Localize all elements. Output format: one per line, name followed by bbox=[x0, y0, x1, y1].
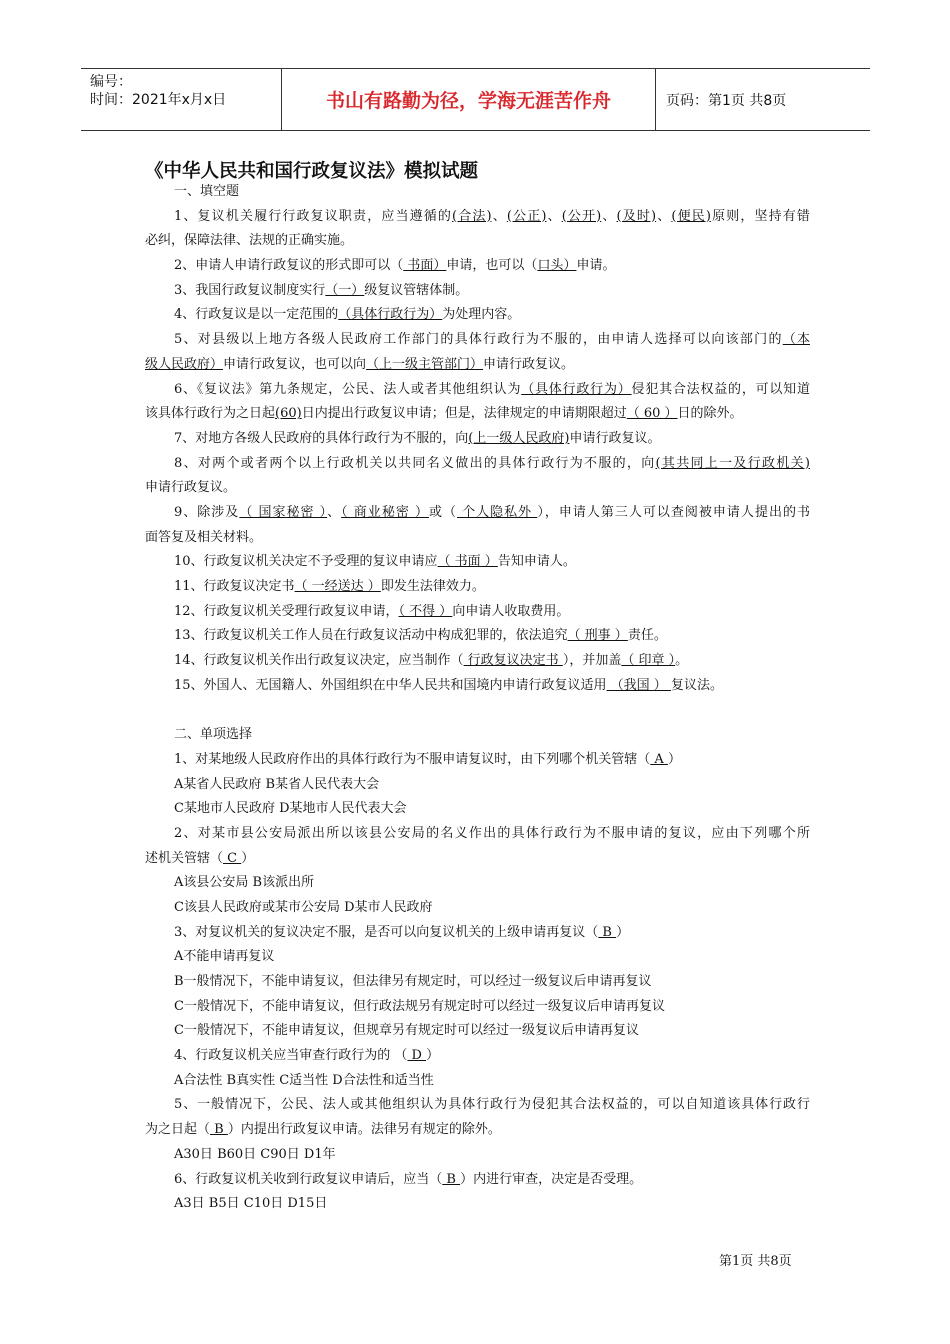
line-text: C一般情况下，不能申请复议，但行政法规另有规定时可以经过一级复议后申请再复议 bbox=[174, 998, 665, 1014]
line-text: ）内提出行政复议申请。法律另有规定的除外。 bbox=[227, 1122, 501, 1138]
line-text: 5、一般情况下，公民、法人或其他组织认为具体行政行为侵犯其合法权益的，可以自知道该具体行政行 bbox=[174, 1097, 810, 1113]
line-text: A30日 B60日 C90日 D1年 bbox=[174, 1146, 336, 1162]
line-text: 该具体行政行为之日起 bbox=[145, 406, 276, 422]
doc-line bbox=[145, 1143, 810, 1168]
answer-blank: B bbox=[598, 924, 617, 940]
doc-line bbox=[145, 847, 810, 872]
doc-line bbox=[145, 205, 810, 230]
page-footer: 第1页 共8页 bbox=[719, 1254, 792, 1269]
line-text: A该县公安局 B该派出所 bbox=[174, 875, 315, 891]
line-text: 向申请人收取费用。 bbox=[452, 603, 570, 619]
doc-line bbox=[145, 180, 810, 205]
answer-blank: (便民) bbox=[671, 208, 711, 224]
line-text: 9、除涉及 bbox=[174, 504, 240, 520]
page-header bbox=[81, 68, 870, 131]
doc-line bbox=[145, 402, 810, 427]
doc-line bbox=[145, 550, 810, 575]
line-text: 、 bbox=[656, 208, 672, 224]
doc-line bbox=[145, 378, 810, 403]
doc-number: 编号： bbox=[90, 74, 132, 90]
line-text: 2、对某市县公安局派出所以该县公安局的名义作出的具体行政行为不服申请的复议，应由下列哪个所 bbox=[174, 825, 810, 841]
doc-line bbox=[145, 328, 810, 353]
doc-line bbox=[145, 970, 810, 995]
line-text: 、 bbox=[546, 208, 562, 224]
line-text: 5、对县级以上地方各级人民政府工作部门的具体行政行为不服的，由申请人选择可以向该部门的 bbox=[174, 332, 783, 348]
line-text: 或（ bbox=[428, 504, 457, 520]
line-text: 3、对复议机关的复议决定不服，是否可以向复议机关的上级申请再复议（ bbox=[174, 924, 599, 940]
doc-line bbox=[145, 921, 810, 946]
doc-line bbox=[145, 995, 810, 1020]
doc-line bbox=[145, 303, 810, 328]
line-text: 、 bbox=[601, 208, 617, 224]
answer-blank: （具体行政行为） bbox=[521, 381, 632, 397]
answer-blank: 书面） bbox=[403, 258, 447, 274]
header-motto: 书山有路勤为径，学海无涯苦作舟 bbox=[281, 69, 656, 130]
doc-line bbox=[145, 526, 810, 551]
answer-blank: （具体行政行为） bbox=[338, 307, 443, 323]
line-text: 14、行政复议机关作出行政复议决定，应当制作（ bbox=[174, 653, 464, 669]
doc-line bbox=[145, 353, 810, 378]
doc-line bbox=[145, 674, 810, 699]
line-text: 述机关管辖（ bbox=[145, 850, 224, 866]
answer-blank: （ 60 ） bbox=[626, 406, 678, 422]
line-text: A不能申请再复议 bbox=[174, 949, 275, 965]
doc-line bbox=[145, 501, 810, 526]
line-text: A3日 B5日 C10日 D15日 bbox=[174, 1196, 328, 1212]
doc-line bbox=[145, 822, 810, 847]
doc-line bbox=[145, 427, 810, 452]
line-text: 。 bbox=[675, 653, 689, 669]
doc-line bbox=[145, 748, 810, 773]
line-text: 7、对地方各级人民政府的具体行政行为不服的，向 bbox=[174, 430, 469, 446]
answer-blank: （一） bbox=[325, 282, 365, 298]
line-text: 为之日起（ bbox=[145, 1122, 211, 1138]
line-text: ） bbox=[667, 751, 681, 767]
line-text: 6、《复议法》第九条规定，公民、法人或者其他组织认为 bbox=[174, 381, 522, 397]
doc-line bbox=[145, 452, 810, 477]
doc-line bbox=[145, 1019, 810, 1044]
answer-blank: 口头） bbox=[537, 258, 577, 274]
line-text: 、 bbox=[327, 504, 342, 520]
line-text: 必纠，保障法律、法规的正确实施。 bbox=[145, 233, 354, 249]
line-text: C某地市人民政府 D某地市人民代表大会 bbox=[174, 801, 407, 817]
line-text: 15、外国人、无国籍人、外国组织在中华人民共和国境内申请行政复议适用 bbox=[174, 677, 607, 693]
answer-blank: B bbox=[210, 1122, 228, 1138]
line-text: 4、行政复议是以一定范围的 bbox=[174, 307, 339, 323]
line-text: 13、行政复议机关工作人员在行政复议活动中构成犯罪的，依法追究 bbox=[174, 628, 568, 644]
doc-body bbox=[145, 180, 810, 1217]
line-text: 、 bbox=[491, 208, 507, 224]
line-text: B一般情况下，不能申请复议，但法律另有规定时，可以经过一级复议后申请再复议 bbox=[174, 974, 652, 989]
line-text: 10、行政复议机关决定不予受理的复议申请应 bbox=[174, 554, 438, 570]
doc-line bbox=[145, 254, 810, 279]
line-text: C该县人民政府或某市公安局 D某市人民政府 bbox=[174, 899, 433, 915]
line-text: ） bbox=[616, 924, 630, 940]
line-text: ） bbox=[426, 1048, 440, 1064]
answer-blank: （本 bbox=[782, 332, 810, 348]
line-text: 级复议管辖体制。 bbox=[364, 282, 469, 298]
doc-line bbox=[145, 1168, 810, 1193]
doc-line bbox=[145, 871, 810, 896]
line-text: ），申请人第三人可以查阅被申请人提出的书 bbox=[537, 504, 810, 520]
answer-blank: (公正) bbox=[506, 208, 547, 224]
line-text: 日内提出行政复议申请；但是，法律规定的申请期限超过 bbox=[301, 406, 627, 422]
answer-blank: （我国 ） bbox=[606, 677, 671, 693]
answer-blank: （ 商业秘密 ） bbox=[341, 504, 429, 520]
answer-blank: （ 国家秘密 ） bbox=[239, 504, 328, 520]
line-text: A合法性 B真实性 C适当性 D合法性和适当性 bbox=[174, 1072, 434, 1088]
blank-line bbox=[145, 698, 810, 723]
line-text: 申请行政复议，也可以向 bbox=[223, 356, 367, 372]
doc-line bbox=[145, 723, 810, 748]
answer-blank: （上一级主管部门） bbox=[366, 356, 484, 372]
line-text: 侵犯其合法权益的，可以知道 bbox=[631, 381, 810, 397]
line-text: 申请行政复议。 bbox=[483, 356, 575, 372]
line-text: ），并加盖 bbox=[562, 653, 622, 669]
answer-blank: C bbox=[223, 850, 242, 866]
line-text: 申请，也可以（ bbox=[446, 258, 538, 274]
line-text: A某省人民政府 B某省人民代表大会 bbox=[174, 776, 380, 792]
doc-line bbox=[145, 1192, 810, 1217]
line-text: 责任。 bbox=[627, 628, 667, 644]
doc-line bbox=[145, 624, 810, 649]
answer-blank: 级人民政府） bbox=[145, 356, 224, 372]
line-text: 面答复及相关材料。 bbox=[145, 529, 263, 545]
doc-time: 时间：2021年x月x日 bbox=[90, 92, 227, 108]
line-text: 12、行政复议机关受理行政复议申请， bbox=[174, 603, 399, 619]
doc-line bbox=[145, 476, 810, 501]
line-text: 二、单项选择 bbox=[174, 727, 253, 743]
line-text: 2、申请人申请行政复议的形式即可以（ bbox=[174, 258, 404, 274]
answer-blank: （ 不得 ） bbox=[398, 603, 453, 619]
line-text: 复议法。 bbox=[670, 677, 723, 693]
line-text: 日的除外。 bbox=[677, 406, 743, 422]
answer-blank: 行政复议决定书 bbox=[463, 653, 563, 669]
doc-line bbox=[145, 1044, 810, 1069]
line-text: 即发生法律效力。 bbox=[380, 579, 485, 594]
doc-line bbox=[145, 1093, 810, 1118]
line-text: 申请行政复议。 bbox=[569, 430, 661, 446]
line-text: 告知申请人。 bbox=[497, 554, 576, 570]
line-text: 一、填空题 bbox=[174, 184, 240, 199]
answer-blank: 个人隐私外 bbox=[457, 504, 538, 520]
doc-line bbox=[145, 1118, 810, 1143]
answer-blank: A bbox=[650, 751, 668, 767]
doc-line bbox=[145, 229, 810, 254]
line-text: 为处理内容。 bbox=[442, 307, 521, 323]
line-text: 8、对两个或者两个以上行政机关以共同名义做出的具体行政行为不服的，向 bbox=[174, 455, 656, 471]
line-text: 4、行政复议机关应当审查行政行为的 （ bbox=[174, 1048, 408, 1064]
header-meta bbox=[81, 69, 281, 130]
doc-line bbox=[145, 797, 810, 822]
doc-line bbox=[145, 649, 810, 674]
line-text: C一般情况下，不能申请复议，但规章另有规定时可以经过一级复议后申请再复议 bbox=[174, 1023, 639, 1039]
doc-line bbox=[145, 896, 810, 921]
doc-title: 《中华人民共和国行政复议法》模拟试题 bbox=[145, 161, 479, 182]
line-text: 1、对某地级人民政府作出的具体行政行为不服申请复议时，由下列哪个机关管辖（ bbox=[174, 751, 651, 767]
line-text: 6、行政复议机关收到行政复议申请后，应当（ bbox=[174, 1171, 443, 1187]
line-text: 3、我国行政复议制度实行 bbox=[174, 282, 326, 298]
answer-blank: (合法) bbox=[452, 208, 492, 224]
doc-line bbox=[145, 773, 810, 798]
header-page-number: 页码：第1页 共8页 bbox=[666, 92, 787, 109]
line-text: 11、行政复议决定书 bbox=[174, 579, 295, 594]
answer-blank: (其共同上一及行政机关) bbox=[655, 455, 810, 471]
answer-blank: (及时) bbox=[616, 208, 657, 224]
answer-blank: （ 刑事 ） bbox=[567, 628, 628, 644]
doc-line bbox=[145, 279, 810, 304]
answer-blank: B bbox=[442, 1171, 461, 1187]
answer-blank: （ 印章 ） bbox=[621, 653, 676, 669]
line-text: ） bbox=[241, 850, 255, 866]
answer-blank: (60) bbox=[275, 406, 302, 422]
line-text: 原则，坚持有错 bbox=[710, 208, 810, 224]
doc-line bbox=[145, 1069, 810, 1094]
doc-line bbox=[145, 945, 810, 970]
line-text: ）内进行审查，决定是否受理。 bbox=[460, 1171, 643, 1187]
line-text: 申请。 bbox=[576, 258, 616, 274]
answer-blank: （ 一经送达 ） bbox=[294, 579, 381, 594]
line-text: 申请行政复议。 bbox=[145, 480, 237, 496]
answer-blank: (上一级人民政府) bbox=[468, 430, 570, 446]
answer-blank: （ 书面 ） bbox=[437, 554, 498, 570]
line-text: 1、复议机关履行行政复议职责，应当遵循的 bbox=[174, 208, 453, 224]
doc-line bbox=[145, 575, 810, 600]
answer-blank: (公开) bbox=[561, 208, 602, 224]
doc-line bbox=[145, 600, 810, 625]
answer-blank: D bbox=[407, 1048, 427, 1064]
